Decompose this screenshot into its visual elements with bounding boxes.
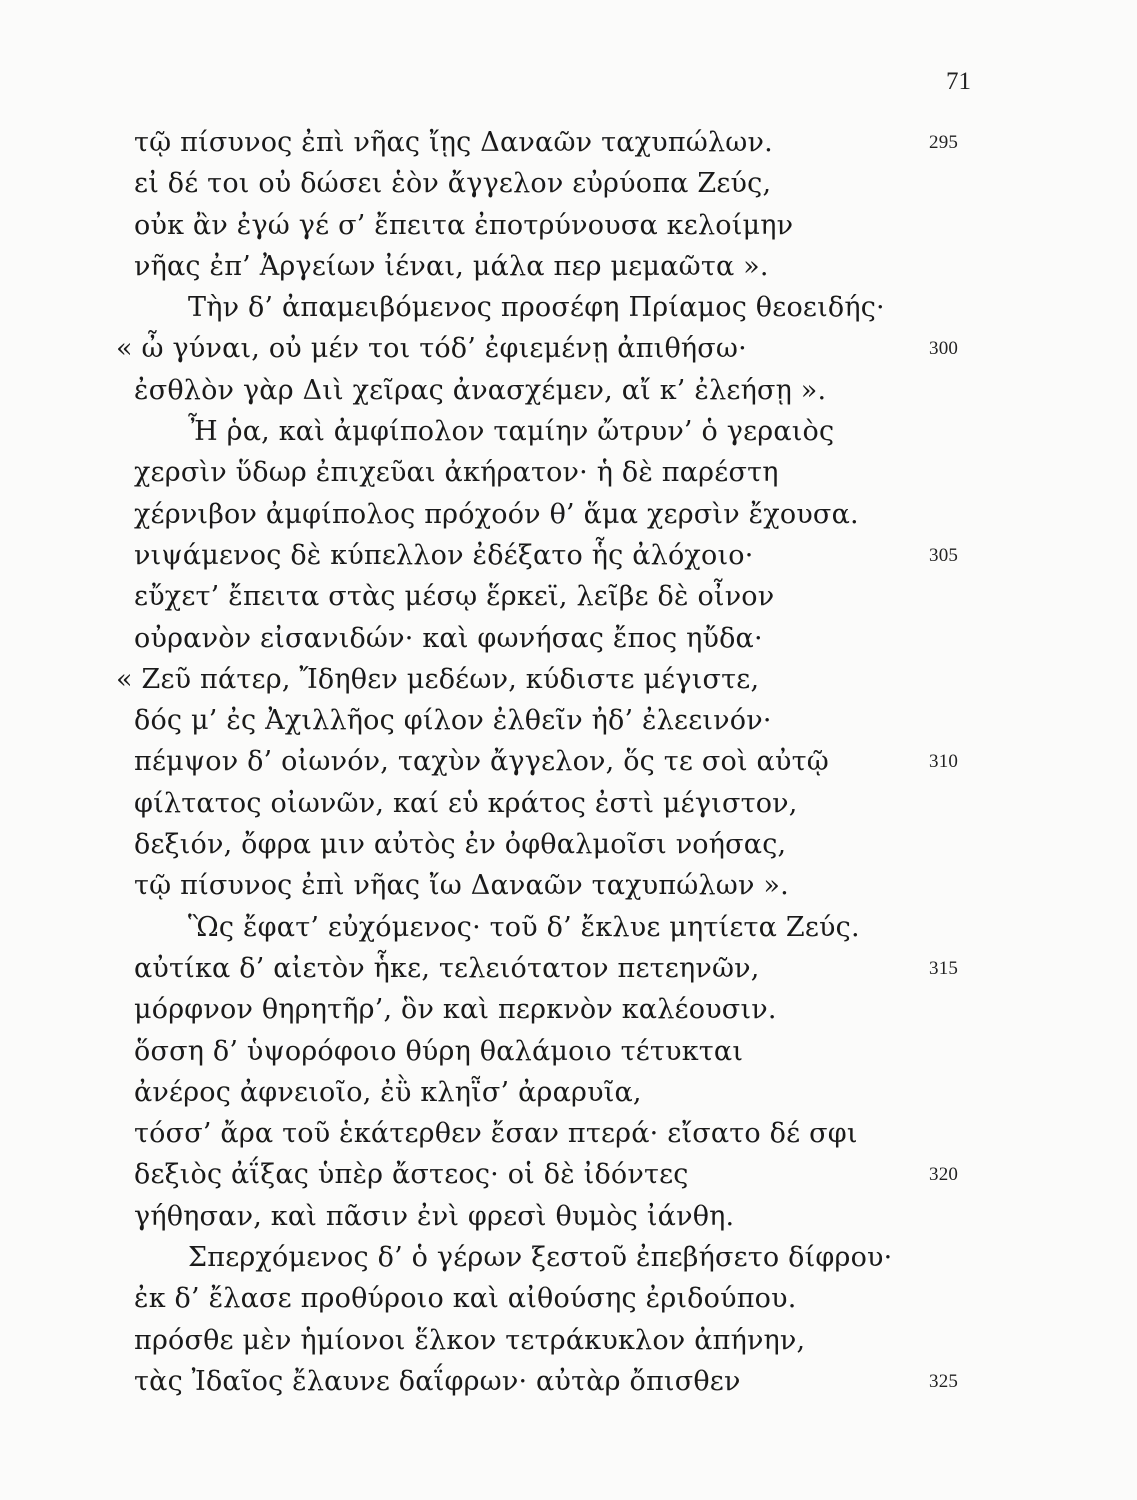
verse-line: [134, 1031, 994, 1072]
verse-line: [134, 1196, 994, 1237]
verse-text: πρόσθε μὲν ἡμίονοι ἕλκον τετράκυκλον ἀπήνην,: [134, 1324, 806, 1356]
line-number: 295: [929, 132, 959, 153]
verse-text: ἐκ δ’ ἔλασε προθύροιο καὶ αἰθούσης ἐριδούπου.: [134, 1283, 797, 1315]
verse-text: μόρφνον θηρητῆρ’, ὃν καὶ περκνὸν καλέουσιν.: [134, 994, 777, 1026]
verse-text: χέρνιβον ἀμφίπολος πρόχοόν θ’ ἅμα χερσὶν ἔχουσα.: [134, 498, 859, 530]
verse-line: [134, 535, 994, 576]
verse-text: πέμψον δ’ οἰωνόν, ταχὺν ἄγγελον, ὅς τε σοὶ αὐτῷ: [134, 746, 829, 778]
verse-text: δεξιόν, ὄφρα μιν αὐτὸς ἐν ὀφθαλμοῖσι νοήσας,: [134, 829, 787, 861]
verse-text: χερσὶν ὕδωρ ἐπιχεῦαι ἀκήρατον· ἡ δὲ παρέστη: [134, 457, 779, 489]
verse-text: Σπερχόμενος δ’ ὁ γέρων ξεστοῦ ἐπεβήσετο δίφρου·: [188, 1242, 893, 1274]
verse-text: ὅσση δ’ ὑψορόφοιο θύρη θαλάμοιο τέτυκται: [134, 1035, 744, 1067]
verse-text: δεξιὸς ἀΐξας ὑπὲρ ἄστεος· οἱ δὲ ἰδόντες: [134, 1159, 689, 1191]
verse-line: [134, 1154, 994, 1195]
line-number: 305: [929, 544, 959, 566]
verse-block: [116, 122, 994, 1402]
verse-line: [134, 1237, 994, 1278]
verse-line: [134, 618, 994, 659]
verse-line: [134, 824, 994, 865]
verse-text: δός μ’ ἐς Ἀχιλλῆος φίλον ἐλθεῖν ἠδ’ ἐλεεινόν·: [134, 705, 772, 737]
verse-text: « ὦ γύναι, οὐ μέν τοι τόδ’ ἐφιεμένῃ ἀπιθήσω·: [116, 333, 747, 365]
line-number: 325: [929, 1370, 959, 1392]
verse-line: [134, 1278, 994, 1319]
verse-text: γήθησαν, καὶ πᾶσιν ἐνὶ φρεσὶ θυμὸς ἰάνθη.: [134, 1200, 735, 1232]
verse-line: [134, 1320, 994, 1361]
verse-line: [134, 287, 994, 328]
verse-line: [116, 328, 994, 369]
verse-line: [134, 122, 994, 163]
verse-line: [134, 246, 994, 287]
verse-line: [134, 741, 994, 782]
line-number: 310: [929, 751, 959, 773]
verse-text: φίλτατος οἰωνῶν, καί εὑ κράτος ἐστὶ μέγιστον,: [134, 787, 798, 819]
verse-line: [134, 494, 994, 535]
verse-line: [134, 700, 994, 741]
verse-line: [116, 659, 994, 700]
line-number: 320: [929, 1164, 959, 1186]
verse-line: [134, 370, 994, 411]
verse-text: οὐκ ἂν ἐγώ γέ σ’ ἔπειτα ἐποτρύνουσα κελοίμην: [134, 209, 794, 241]
verse-line: [134, 1113, 994, 1154]
verse-text: Ὣς ἔφατ’ εὐχόμενος· τοῦ δ’ ἔκλυε μητίετα Ζεύς.: [188, 911, 860, 943]
verse-line: [134, 948, 994, 989]
verse-line: [134, 411, 994, 452]
verse-text: αὐτίκα δ’ αἰετὸν ἧκε, τελειότατον πετεηνῶν,: [134, 952, 760, 984]
verse-line: [134, 205, 994, 246]
verse-text: Ἦ ῥα, καὶ ἀμφίπολον ταμίην ὤτρυν’ ὁ γεραιὸς: [188, 416, 835, 448]
page-number: 71: [946, 68, 971, 95]
verse-text: ἀνέρος ἀφνειοῖο, ἐῢ κληῗσ’ ἀραρυῖα,: [134, 1076, 642, 1108]
verse-text: οὐρανὸν εἰσανιδών· καὶ φωνήσας ἔπος ηὔδα·: [134, 622, 763, 654]
verse-text: εἰ δέ τοι οὐ δώσει ἑὸν ἄγγελον εὐρύοπα Ζεύς,: [134, 168, 772, 200]
verse-line: [134, 865, 994, 906]
verse-text: τὰς Ἰδαῖος ἔλαυνε δαΐφρων· αὐτὰρ ὄπισθεν: [134, 1365, 741, 1397]
verse-line: [134, 783, 994, 824]
verse-line: [134, 452, 994, 493]
verse-line: [134, 989, 994, 1030]
verse-text: εὔχετ’ ἔπειτα στὰς μέσῳ ἕρκεϊ, λεῖβε δὲ οἶνον: [134, 581, 775, 613]
verse-line: [134, 1072, 994, 1113]
verse-line: [134, 576, 994, 617]
verse-line: [134, 1361, 994, 1402]
verse-text: νιψάμενος δὲ κύπελλον ἐδέξατο ἧς ἀλόχοιο·: [134, 539, 754, 571]
verse-text: ἐσθλὸν γὰρ Διὶ χεῖρας ἀνασχέμεν, αἴ κ’ ἐλεήσῃ ».: [134, 374, 827, 406]
verse-text: τῷ πίσυνος ἐπὶ νῆας ἴῃς Δαναῶν ταχυπώλων.: [134, 127, 773, 158]
verse-text: τόσσ’ ἄρα τοῦ ἑκάτερθεν ἔσαν πτερά· εἴσατο δέ σφι: [134, 1118, 858, 1150]
verse-line: [134, 907, 994, 948]
verse-text: τῷ πίσυνος ἐπὶ νῆας ἴω Δαναῶν ταχυπώλων ».: [134, 870, 789, 902]
line-number: 315: [929, 957, 959, 979]
line-number: 300: [929, 338, 959, 360]
verse-text: Τὴν δ’ ἀπαμειβόμενος προσέφη Πρίαμος θεοειδής·: [188, 292, 885, 324]
verse-line: [134, 163, 994, 204]
verse-text: « Ζεῦ πάτερ, Ἴδηθεν μεδέων, κύδιστε μέγιστε,: [116, 663, 760, 695]
verse-text: νῆας ἐπ’ Ἀργείων ἰέναι, μάλα περ μεμαῶτα ».: [134, 250, 769, 282]
